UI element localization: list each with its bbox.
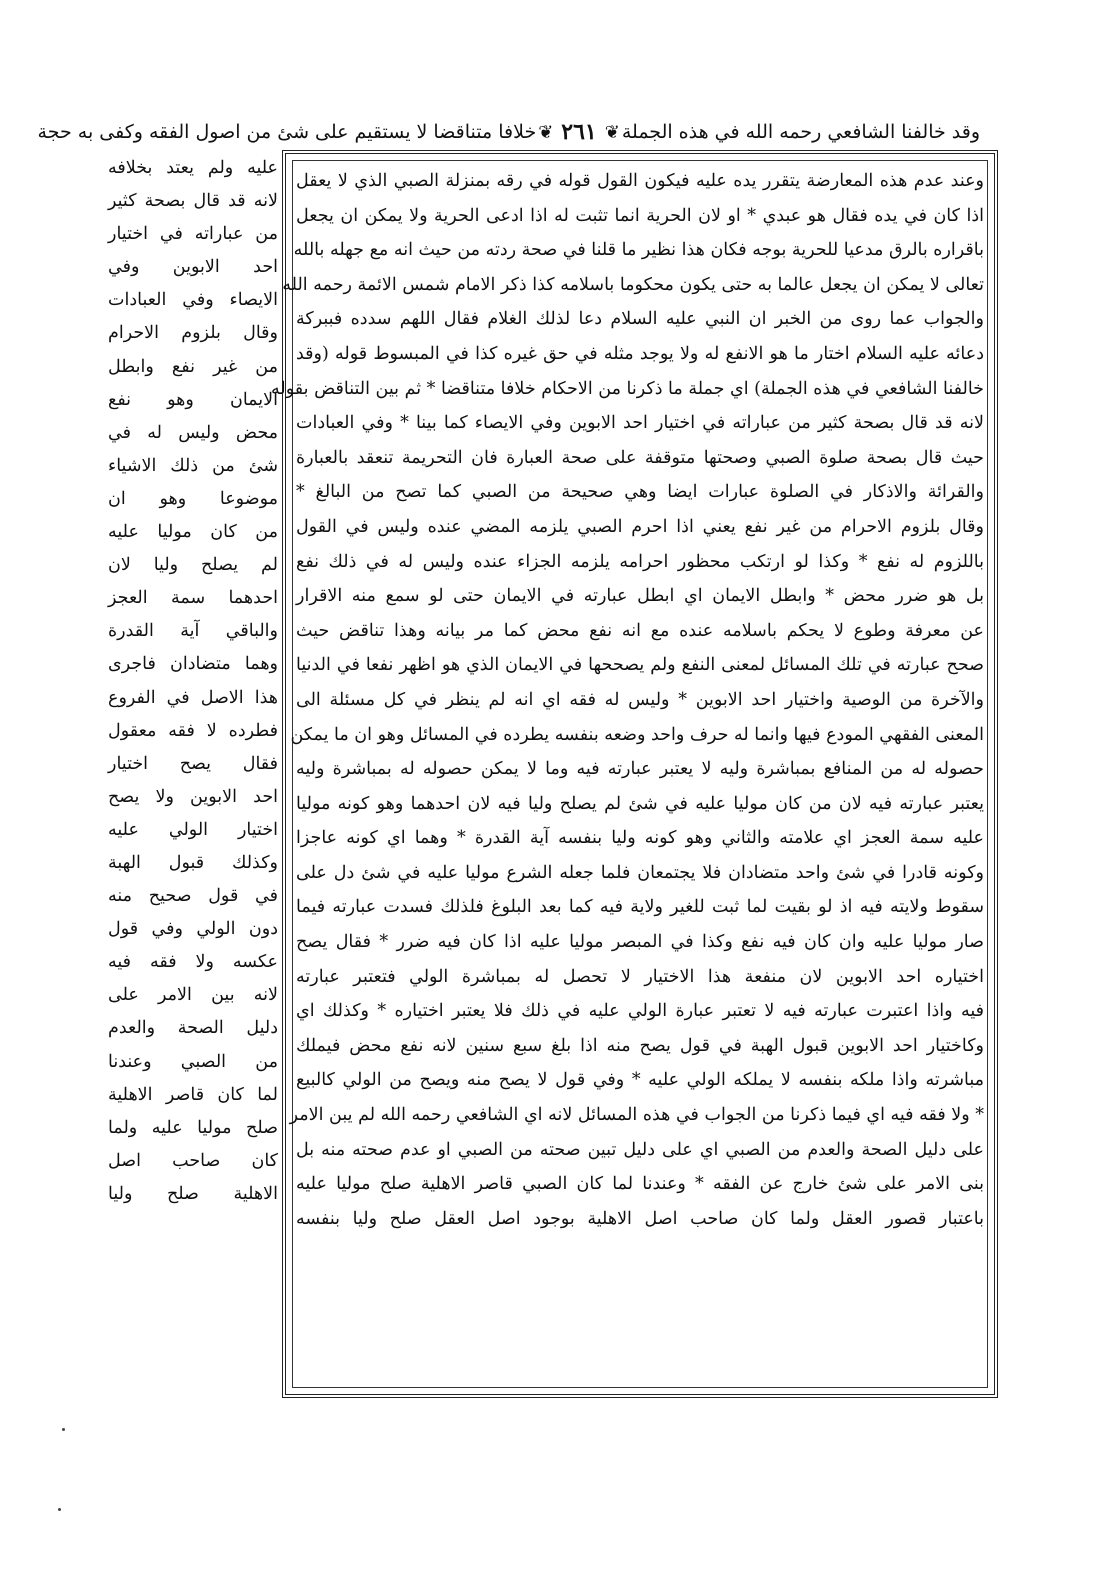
- margin-line: لما كان قاصر الاهلية: [108, 1084, 278, 1105]
- margin-line: هذا الاصل في الفروع: [108, 687, 278, 708]
- margin-line: لم يصلح وليا لان: [108, 555, 278, 576]
- margin-line: في قول صحيح منه: [108, 886, 278, 907]
- text-line: اختياره احد الابوين لان منفعة هذا الاختيار لا تحصل له بمباشرة الولي فتعتبر عبارته: [296, 966, 984, 987]
- speck: [62, 1428, 65, 1431]
- text-line: والقرائة والاذكار في الصلوة عبارات ايضا وهي صحيحة من الصبي كما تصح من البالغ *: [296, 482, 984, 503]
- text-line: سقوط ولايته فيه اذ لو بقيت لما ثبت للغير ولاية فيه كما بعد البلوغ فلذلك فسدت عبارته فيما: [296, 897, 984, 918]
- margin-line: الاهلية صلح وليا: [108, 1183, 278, 1204]
- text-line: حيث قال بصحة صلوة الصبي وصحتها متوقفة على صحة العبارة فان التحريمة تنعقد بالعبارة: [296, 447, 984, 468]
- text-line: تعالى لا يمكن ان يجعل عالما به حتى يكون محكوما باسلامه كذا ذكر الامام شمس الائمة رحمه الله: [282, 274, 984, 295]
- speck: [58, 1508, 61, 1511]
- margin-line: من غير نفع وابطل: [108, 356, 278, 377]
- text-line: وكاختيار احد الابوين قبول الهبة في قول يصح منه اذا بلغ سبع سنين لانه نفع محض فيملك: [296, 1035, 984, 1056]
- text-line: المعنى الفقهي المودع فيها وانما له حرف واحد وضعه بنفسه يطرده في المسائل وهو ان ما يمكن: [290, 724, 984, 745]
- margin-line: والباقي آية القدرة: [108, 621, 278, 642]
- margin-line: من عباراته في اختيار: [108, 224, 278, 245]
- text-line: وعند عدم هذه المعارضة يتقرر يده عليه فيكون القول قوله في رقه بمنزلة الصبي الذي لا يعقل: [296, 171, 984, 191]
- margin-line: لانه قد قال بصحة كثير: [108, 191, 278, 212]
- text-line: صار موليا عليه وان كان فيه نفع وكذا في المبصر موليا عليه اذا كان فيه ضرر * فقال يصح: [296, 932, 984, 953]
- text-line: مباشرته واذا ملكه بنفسه لا يملكه الولي عليه * وفي قول لا يصح منه ويصح من الولي كالبيع: [296, 1070, 984, 1091]
- margin-line: وكذلك قبول الهبة: [108, 852, 278, 873]
- margin-line: احد الابوين وفي: [108, 257, 278, 278]
- margin-line: وهما متضادان فاجرى: [108, 654, 278, 675]
- text-line: عن معرفة وطوع لا يحكم باسلامه عنده مع انه نفع محض كما مر بيانه وهذا تناقض حيث: [296, 620, 984, 641]
- margin-line: موضوعا وهو ان: [108, 488, 278, 509]
- text-line: بل هو ضرر محض * وابطل الايمان اي ابطل عبارته في الايمان حتى لو سمع منه الاقرار: [296, 586, 984, 607]
- margin-line: وقال بلزوم الاحرام: [108, 323, 278, 344]
- text-line: * ولا فقه فيه اي فيما ذكرنا من الجواب في هذه المسائل لانه اي الشافعي رحمه الله لم يبن الامر: [289, 1105, 984, 1126]
- margin-line: من كان موليا عليه: [108, 522, 278, 543]
- text-line: خالفنا الشافعي في هذه الجملة) اي جملة ما ذكرنا من الاحكام خلافا متناقضا * ثم بين التناقض بقوله: [271, 378, 984, 399]
- margin-line: دون الولي وفي قول: [108, 919, 278, 940]
- text-line: باللزوم له نفع * وكذا لو ارتكب محظور احرامه يلزمه الجزاء عنده وليس له في ذلك نفع: [296, 551, 984, 572]
- text-line: عليه سمة العجز اي علامته والثاني وهو كونه وليا بنفسه آية القدرة * وهما اي كونه عاجزا: [296, 828, 984, 849]
- text-line: يعتبر عبارته فيه لان من كان موليا عليه في شئ لم يصلح وليا فيه لان احدهما وهو كونه موليا: [296, 793, 984, 814]
- margin-line: كان صاحب اصل: [108, 1150, 278, 1171]
- margin-line: لانه بين الامر على: [108, 985, 278, 1006]
- margin-line: عكسه ولا فقه فيه: [108, 952, 278, 973]
- margin-commentary: [108, 152, 278, 1442]
- main-text-frame: [271, 150, 998, 1398]
- margin-line: فقال يصح اختيار: [108, 753, 278, 774]
- text-line: باعتبار قصور العقل ولما كان صاحب اصل الاهلية بوجود اصل العقل صلح وليا بنفسه: [296, 1208, 984, 1229]
- margin-line: عليه ولم يعتد بخلافه: [108, 158, 278, 178]
- main-text-block: [271, 164, 984, 1384]
- text-line: دعائه عليه السلام اختار ما هو الانفع له ولا يوجد مثله في حق غيره كذا في المبسوط قوله (وقد: [296, 343, 984, 364]
- text-line: باقراره بالرق مدعيا للحرية بوجه فكان هذا نظير ما قلنا في صحة ردته من حيث انه مع جهله بالله: [293, 240, 984, 261]
- ornament-icon: ❦: [538, 121, 554, 143]
- margin-line: احد الابوين ولا يصح: [108, 786, 278, 807]
- margin-line: فطرده لا فقه معقول: [108, 720, 278, 741]
- text-line: اذا كان في يده فقال هو عبدي * او لان الحرية انما تثبت له اذا ادعى الحرية ولا يمكن ان يجعل: [296, 205, 984, 226]
- margin-line: شئ من ذلك الاشياء: [108, 455, 278, 476]
- margin-line: دليل الصحة والعدم: [108, 1018, 278, 1039]
- margin-line: الايصاء وفي العبادات: [108, 290, 278, 311]
- text-line: وكونه قادرا في شئ واحد متضادان فلا يجتمعان فلما جعله الشرع موليا عليه في شئ دل على: [296, 862, 984, 883]
- running-header: [37, 112, 980, 152]
- text-line: بنى الامر على شئ خارج عن الفقه * وعندنا لما كان الصبي قاصر الاهلية صلح موليا عليه: [296, 1174, 984, 1195]
- header-left-text: خلافا متناقضا لا يستقيم على شئ من اصول الفقه وكفى به حجة: [37, 121, 537, 143]
- header-right-text: وقد خالفنا الشافعي رحمه الله في هذه الجملة: [621, 121, 980, 143]
- margin-line: الايمان وهو نفع: [108, 389, 278, 410]
- text-line: صحح عبارته في تلك المسائل لمعنى النفع ولم يصححها في الايمان الذي هو اظهر نفعا في الدنيا: [296, 655, 984, 676]
- text-line: على دليل الصحة والعدم من الصبي اي على دليل تبين صحته من الصبي او عدم صحته منه بل: [296, 1139, 984, 1160]
- margin-line: احدهما سمة العجز: [108, 588, 278, 609]
- text-line: وقال بلزوم الاحرام من غير نفع يعني اذا احرم الصبي يلزمه المضي عنده وليس في القول: [296, 516, 984, 537]
- ornament-icon: ❦: [604, 121, 620, 143]
- text-line: حصوله له من المنافع بمباشرة وليه لا يعتبر عبارته فيه وما لا يمكن حصوله له بمباشرة وليه: [296, 759, 984, 780]
- margin-line: اختيار الولي عليه: [108, 819, 278, 840]
- text-line: والجواب عما روى من الخبر ان النبي عليه السلام دعا لذلك الغلام فقال اللهم سدده فببركة: [296, 309, 984, 330]
- text-line: فيه واذا اعتبرت عبارته فيه لا تعتبر عبارة الولي عليه في ذلك فلا يعتبر اختياره * وكذلك اي: [296, 1001, 984, 1022]
- margin-line: صلح موليا عليه ولما: [108, 1117, 278, 1138]
- text-line: لانه قد قال بصحة كثير من عباراته في اختيار احد الابوين وفي الايصاء كما بينا * وفي العبادات: [296, 413, 984, 434]
- margin-line: من الصبي وعندنا: [108, 1051, 278, 1072]
- margin-line: محض وليس له في: [108, 422, 278, 443]
- text-line: والآخرة من الوصية واختيار احد الابوين * وليس له فقه اي انه لم ينظر في كل مسئلة الى: [296, 689, 984, 710]
- page-number: ٢٦١: [561, 119, 597, 145]
